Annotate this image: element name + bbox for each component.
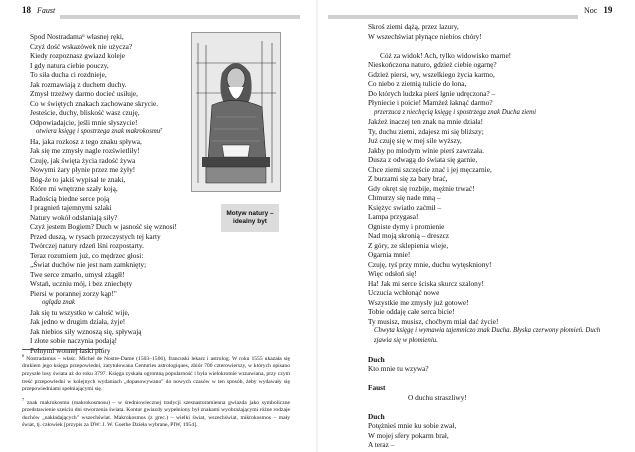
speaker-name: Faust: [368, 383, 386, 392]
verse-line: [368, 345, 600, 355]
stage-direction: otwiera księgę i spostrzega znak makrokosmu⁷: [36, 128, 163, 135]
verse-line: Ty, duchu ziemi, zdajesz mi się bliższy;: [368, 126, 484, 136]
footnote: [22, 352, 290, 394]
speaker-name: Duch: [368, 411, 385, 421]
verse-line: Jak się tu wszystko w całość wije,: [30, 307, 130, 317]
verse-line: Które mi wnętrzne szały koją,: [30, 184, 118, 193]
verse-line: Skroś ziemi dążą, przez lazury,: [368, 22, 459, 31]
verse-line: Radością biedne serce poją: [30, 193, 110, 203]
right-page: [318, 0, 635, 452]
verse-line: Ha, jaka rozkosz z tego znaku spływa,: [30, 136, 142, 146]
footnote-rule: [22, 349, 102, 350]
verse-line: „Świat duchów nie jest nam zamknięty;: [30, 260, 147, 269]
page-number: 18: [22, 5, 31, 15]
verse-line: Ogarnia mnie!: [368, 250, 411, 259]
verse-line: Płyniecie i poicie! Mamżeż łaknąć darmo?: [368, 98, 493, 107]
verse-line: Jak się me zmysły nagle rozświetliły!: [30, 146, 140, 155]
verse-line: Nieskończona naturo, gdzież ciebie ogarnę?: [368, 60, 497, 69]
verse-line: Teraz rozumiem już, co mędrzec głosi:: [30, 250, 144, 260]
verse-line: Odpowiadajcie, jeśli mnie słyszycie!: [30, 117, 138, 127]
verse-line: Nowymi żary płynie przez me żyły!: [30, 165, 136, 174]
footnote: [22, 396, 290, 430]
footnote-text: Nostradamus – właśc. Michel de Nostre-Dame (1503–1566), francuski lekarz i astrolog. W roku 1555 ukazała się drukiem jego księga przepowiedni, zatytułowana Centuries astrologiques, zbiór 700 czterowierszy, w których opisano przyszłe losy świata aż do roku 3797. Księga zyskała ogromną popularność i była wielokrotnie wznawiana, przy czym treść przepowiedni w kolejnych wydaniach „dopasowywano" do nowych czasów w ten sposób, żeby wydawały się przepowiedniami spełniającymi się.: [22, 355, 290, 393]
verse-line: Ha! Jak mi serce ściska skurcz szalony!: [368, 278, 484, 288]
verse-line: Potężnieś mnie ku sobie zwał,: [368, 421, 457, 430]
page-number: 19: [603, 5, 613, 15]
verse-line: Ogniste dymy i promienie: [368, 221, 445, 231]
verse-line: Jesteście, duchy, bliskość wasz czuję,: [30, 108, 140, 117]
verse-line: Jakby po młodym winie pierś zawrzała.: [368, 145, 484, 155]
verse-line: Uczucia wchłonąć nowe: [368, 288, 440, 297]
stage-direction: zjawia się w płomieniu.: [374, 336, 438, 344]
verse-line: Kiedy rozpoznasz gwiazd koleje: [30, 51, 126, 60]
verse-line: Z burzami się za bary brać,: [368, 174, 448, 183]
verse-line: Tobie oddaję całe serca bicie!: [368, 307, 455, 316]
verse-line: Spod Nostradama⁶ własnej ręki,: [30, 32, 124, 41]
stage-direction: Chwyta księgę i wymawia tajemniczo znak Ducha. Błyska czerwony płomień. Duch: [374, 327, 601, 334]
verse-line: Bóg-że to jakiś wypisał te znaki,: [30, 174, 126, 184]
footnote-mark: 7: [22, 396, 25, 402]
verse-line: Nad moją skronią – dreszcz: [368, 231, 450, 240]
verse-line: Natury wokół odsłaniają siły?: [30, 212, 118, 222]
verse-line: Jakżeż inaczej ten znak na mnie działa!: [368, 117, 484, 126]
verse-line: Gdy okręt się rozbije, mężnie trwać!: [368, 183, 475, 193]
verse-line: Czuję, jak święta życia radość żywa: [30, 155, 136, 165]
verse-line: Cóż za widok! Ach, tylko widowisko marne!: [380, 50, 512, 60]
scholar-engraving: [192, 33, 280, 191]
verse-line: Chmurzy się nade mną –: [368, 193, 441, 202]
footnote-text: znak makrokosmu (makrokosmosu) – w średniowiecznej tradycji szesnastoramienna gwiazda jako symboliczne przedstawienie sześciu dni stworzenia świata. Kontur gwiazdy wypełniony był znakami wyobrażającymi różne rodzaje duchów „nakładających" wszechświat. Makrokosmos (z grec.) – wielki świat, wszechświat, mikrokosmos – mały świat, tj. człowiek [przypis za DW: J. W. Goethe Dzieła wybrane, PIW, 1954].: [22, 399, 290, 429]
verse-line: I gdy natura ciebie pouczy,: [30, 60, 109, 70]
verse-line: [368, 374, 600, 384]
verse-line: W mojej sfery pokarm brał,: [368, 430, 449, 440]
left-page: [0, 0, 316, 452]
verse-line: [368, 402, 600, 412]
running-title: Noc: [584, 6, 598, 15]
verse-line: Wstań, uczniu mój, i bez zniechęty: [30, 279, 133, 288]
poem-text: [30, 32, 177, 355]
verse-line: Chce ziemi szczęście znać i jej męczarnie,: [368, 164, 492, 174]
verse-line: I pragnień tajemnymi szlaki: [30, 203, 112, 212]
verse-line: Piersi w porannej zorzy kąp!": [30, 288, 117, 298]
right-page-header: [584, 5, 612, 15]
verse-line: I złote sobie naczynia podają!: [30, 336, 118, 345]
header-rule: [328, 15, 578, 19]
verse-line: Księżyc swiatło zaćmił –: [368, 202, 442, 212]
running-title: Faust: [37, 6, 56, 15]
header-rule: [60, 15, 300, 19]
verse-line: Gdzież piersi, wy, wszelkiego życia karmo,: [368, 69, 495, 79]
caption-line: Motyw natury –: [226, 210, 274, 217]
verse-line: Czyż jestem Bogiem? Duch w jasność się wznosi!: [30, 222, 177, 231]
woodcut-illustration: [191, 32, 281, 192]
verse-line: Do których ludzka pierś lgnie udręczona? –: [368, 88, 496, 98]
caption-line: idealny byt: [233, 218, 267, 225]
verse-line: W wszechświat płynące niebios chóry!: [368, 31, 482, 41]
verse-line: Lampa przygasa!: [368, 212, 419, 221]
verse-line: Czuję, tyś przy mnie, duchu wytęskniony!: [368, 259, 492, 269]
verse-line: Kto mnie tu wzywa?: [368, 364, 429, 373]
verse-line: Więc odsłoń się!: [368, 269, 417, 278]
verse-line: Wszystkie me zmysły już gotowe!: [368, 297, 469, 307]
verse-line: Ty musisz, musisz, choćbym miał dać życie!: [368, 316, 499, 326]
left-page-header: [22, 5, 55, 15]
verse-line: Z góry, ze sklepienia wieje,: [368, 240, 449, 250]
verse-line: Czyż dość wskazówek nie użycza?: [30, 41, 133, 51]
verse-line: Co w świętych znakach zachowane skrycie.: [30, 98, 159, 108]
image-caption: [221, 204, 279, 232]
verse-line: Jak jedno w drugim działa, żyje!: [30, 317, 126, 326]
verse-line: Zmysł trzeźwy darmo docieć usiłuje,: [30, 89, 138, 98]
verse-line: Jak rozmawiają z duchem duchy.: [30, 79, 127, 89]
stage-direction: przerzuca z niechęcią księgę i spostrzega znak Ducha ziemi: [374, 108, 536, 116]
stage-direction: ogląda znak: [42, 299, 76, 306]
verse-line: Już czuję się w mej sile wyższy,: [368, 136, 462, 145]
footnote-mark: 6: [22, 353, 25, 358]
verse-line: Twe serce zmarło, umysł zżągłł!: [30, 269, 125, 279]
verse-line: A teraz –: [368, 440, 395, 449]
verse-line: Co niebo z ziemią tulicie do łona,: [368, 79, 467, 88]
verse-line: Przed duszą, w rysach przeczystych tej karty: [30, 231, 161, 241]
poem-text: [368, 22, 600, 450]
footnotes: [22, 352, 290, 432]
verse-line: Twórczej natury rdzeń lśni rozpostarty.: [30, 241, 144, 250]
verse-line: [368, 41, 600, 51]
verse-line: Dusza z odwagą do świata się garnie,: [368, 155, 478, 164]
speaker-name: Duch: [368, 354, 385, 364]
verse-line: Pełnymi wonnej łaski pióry: [30, 345, 111, 355]
verse-line: Jak niebios siły wznoszą się, spływają: [30, 326, 142, 336]
verse-line: To siła ducha ci rozdnieje,: [30, 70, 107, 79]
verse-line: O duchu straszliwy!: [408, 392, 467, 402]
